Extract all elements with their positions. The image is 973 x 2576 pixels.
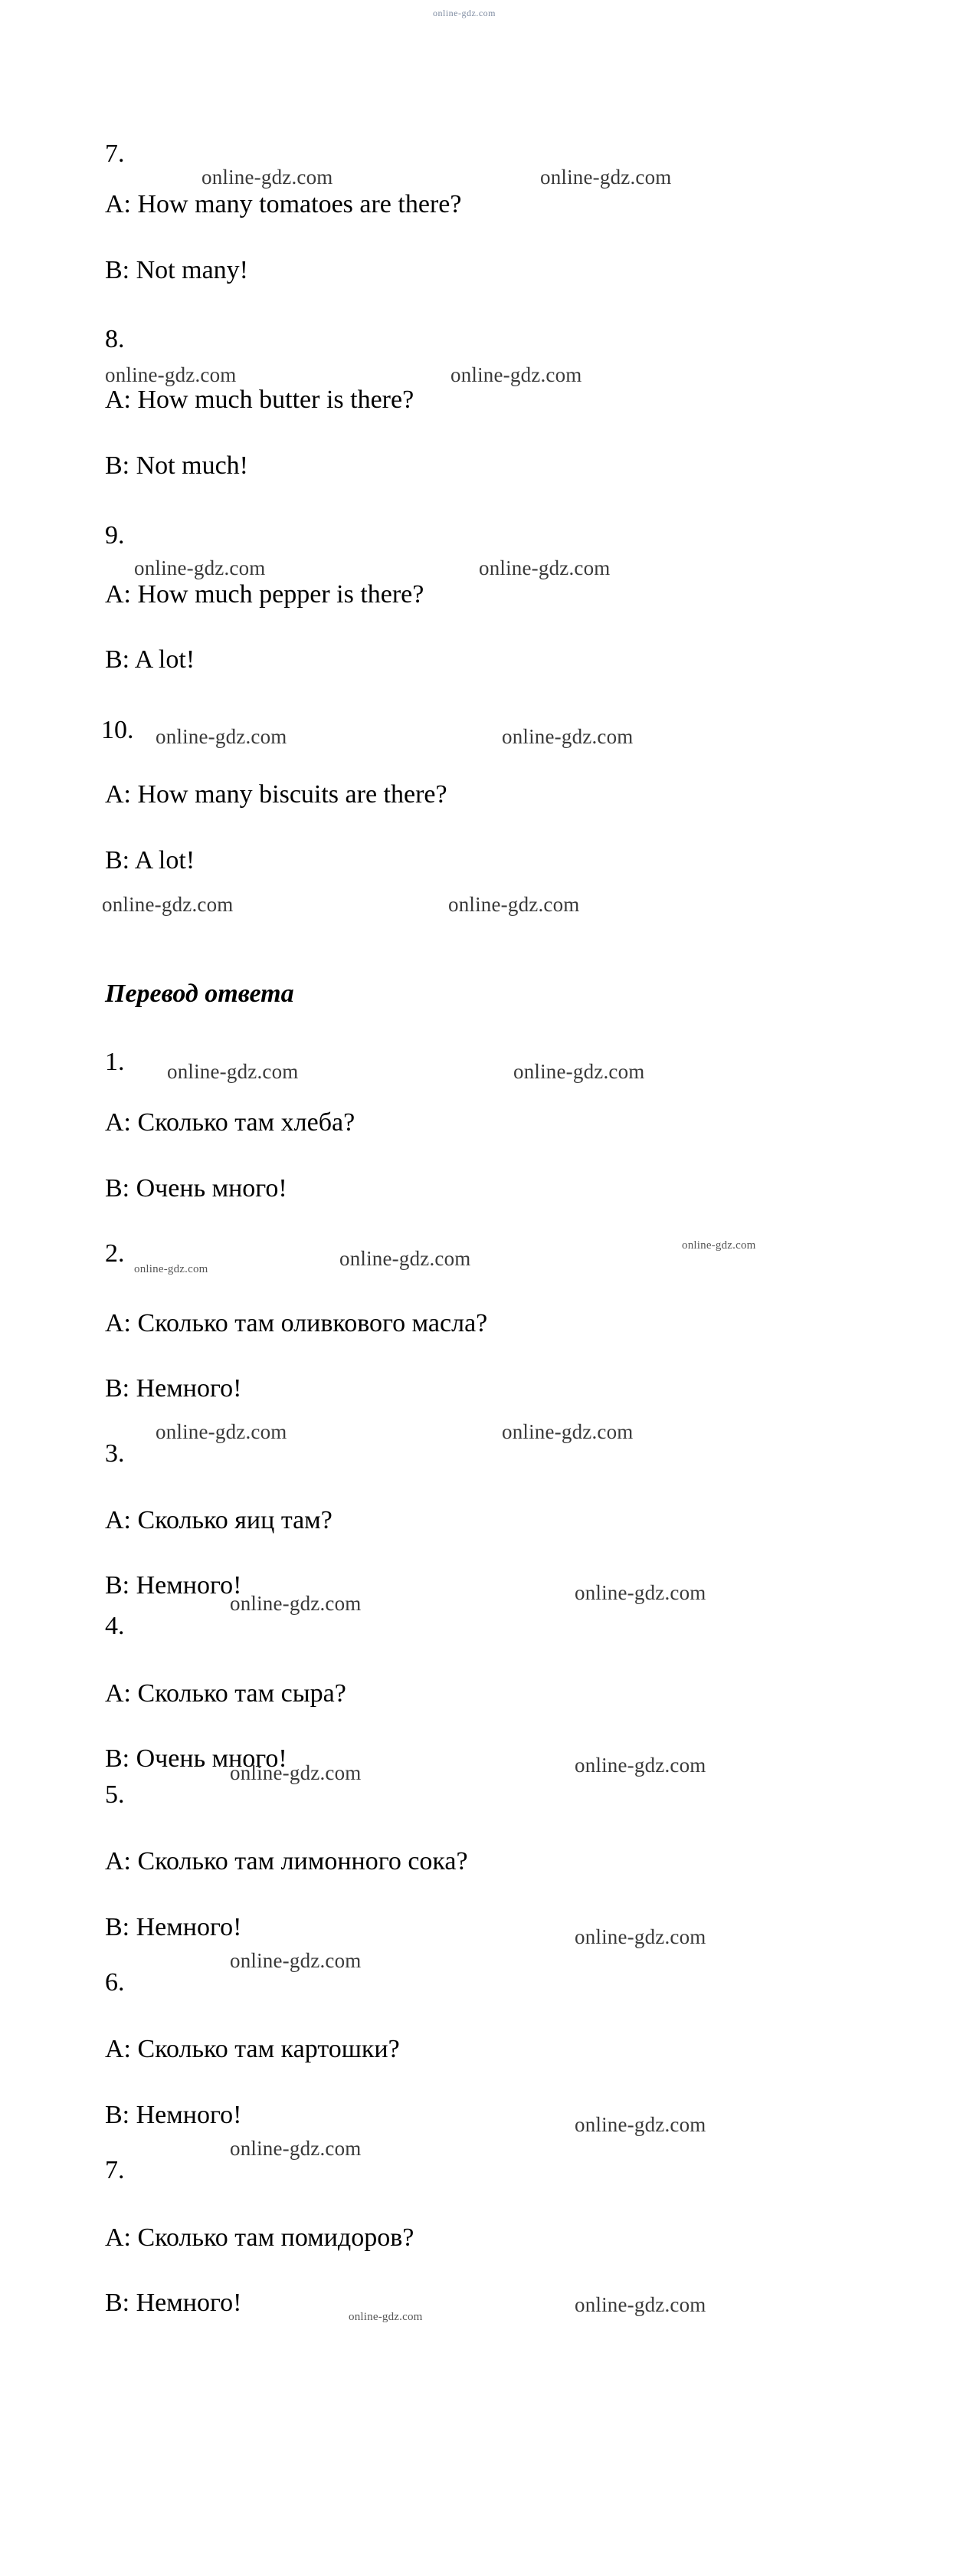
dialogue-line-a: A: Сколько яиц там? [105, 1506, 333, 1534]
list-number: 8. [105, 325, 125, 353]
dialogue-line-b: B: Немного! [105, 1913, 242, 1941]
watermark: online-gdz.com [479, 556, 611, 579]
dialogue-line-b: B: A lot! [105, 846, 195, 875]
watermark: online-gdz.com [167, 1060, 299, 1083]
dialogue-line-a: A: Сколько там картошки? [105, 2035, 400, 2063]
watermark: online-gdz.com [448, 893, 580, 916]
list-number: 9. [105, 521, 125, 550]
dialogue-line-b: B: Немного! [105, 1571, 242, 1600]
list-number: 3. [105, 1439, 125, 1468]
list-number: 6. [105, 1968, 125, 1997]
list-number: 4. [105, 1612, 125, 1640]
dialogue-line-a: A: How many biscuits are there? [105, 780, 447, 809]
dialogue-line-b: B: Очень много! [105, 1174, 287, 1203]
dialogue-line-a: A: Сколько там оливкового масла? [105, 1309, 488, 1337]
watermark: online-gdz.com [540, 166, 672, 189]
list-number: 1. [105, 1048, 125, 1076]
dialogue-line-a: A: Сколько там лимонного сока? [105, 1847, 468, 1875]
watermark: online-gdz.com [201, 166, 333, 189]
watermark: online-gdz.com [134, 556, 266, 579]
watermark: online-gdz.com [682, 1239, 756, 1252]
dialogue-line-a: A: How many tomatoes are there? [105, 190, 462, 218]
dialogue-line-b: B: Not many! [105, 256, 248, 284]
watermark: online-gdz.com [502, 1420, 634, 1443]
watermark-top: online-gdz.com [433, 8, 496, 18]
dialogue-line-a: A: How much butter is there? [105, 386, 414, 414]
list-number: 2. [105, 1239, 125, 1268]
watermark: online-gdz.com [450, 363, 582, 386]
watermark: online-gdz.com [230, 1761, 362, 1784]
dialogue-line-b: B: Немного! [105, 2101, 242, 2129]
watermark: online-gdz.com [156, 1420, 287, 1443]
watermark: online-gdz.com [513, 1060, 645, 1083]
dialogue-line-b: B: Not much! [105, 451, 248, 480]
watermark: online-gdz.com [230, 2137, 362, 2160]
dialogue-line-a: A: Сколько там помидоров? [105, 2223, 414, 2252]
watermark: online-gdz.com [575, 1754, 706, 1777]
dialogue-line-b: B: Немного! [105, 2289, 242, 2317]
list-number: 5. [105, 1780, 125, 1809]
watermark: online-gdz.com [105, 363, 237, 386]
list-number: 7. [105, 139, 125, 168]
watermark: online-gdz.com [230, 1592, 362, 1615]
dialogue-line-b: B: A lot! [105, 645, 195, 674]
dialogue-line-a: A: Сколько там сыра? [105, 1679, 346, 1708]
watermark: online-gdz.com [230, 1949, 362, 1972]
watermark: online-gdz.com [339, 1247, 471, 1270]
watermark: online-gdz.com [156, 725, 287, 748]
watermark: online-gdz.com [575, 2293, 706, 2316]
watermark: online-gdz.com [134, 1263, 208, 1275]
list-number: 10. [101, 716, 134, 744]
dialogue-line-b: B: Немного! [105, 1374, 242, 1403]
watermark: online-gdz.com [575, 1581, 706, 1604]
dialogue-line-a: A: Сколько там хлеба? [105, 1108, 355, 1137]
watermark: online-gdz.com [349, 2311, 423, 2323]
dialogue-line-b: B: Очень много! [105, 1744, 287, 1773]
list-number: 7. [105, 2156, 125, 2184]
watermark: online-gdz.com [502, 725, 634, 748]
watermark: online-gdz.com [102, 893, 234, 916]
watermark: online-gdz.com [575, 2113, 706, 2136]
watermark: online-gdz.com [575, 1925, 706, 1948]
dialogue-line-a: A: How much pepper is there? [105, 580, 424, 609]
section-heading-translation: Перевод ответа [105, 980, 294, 1008]
